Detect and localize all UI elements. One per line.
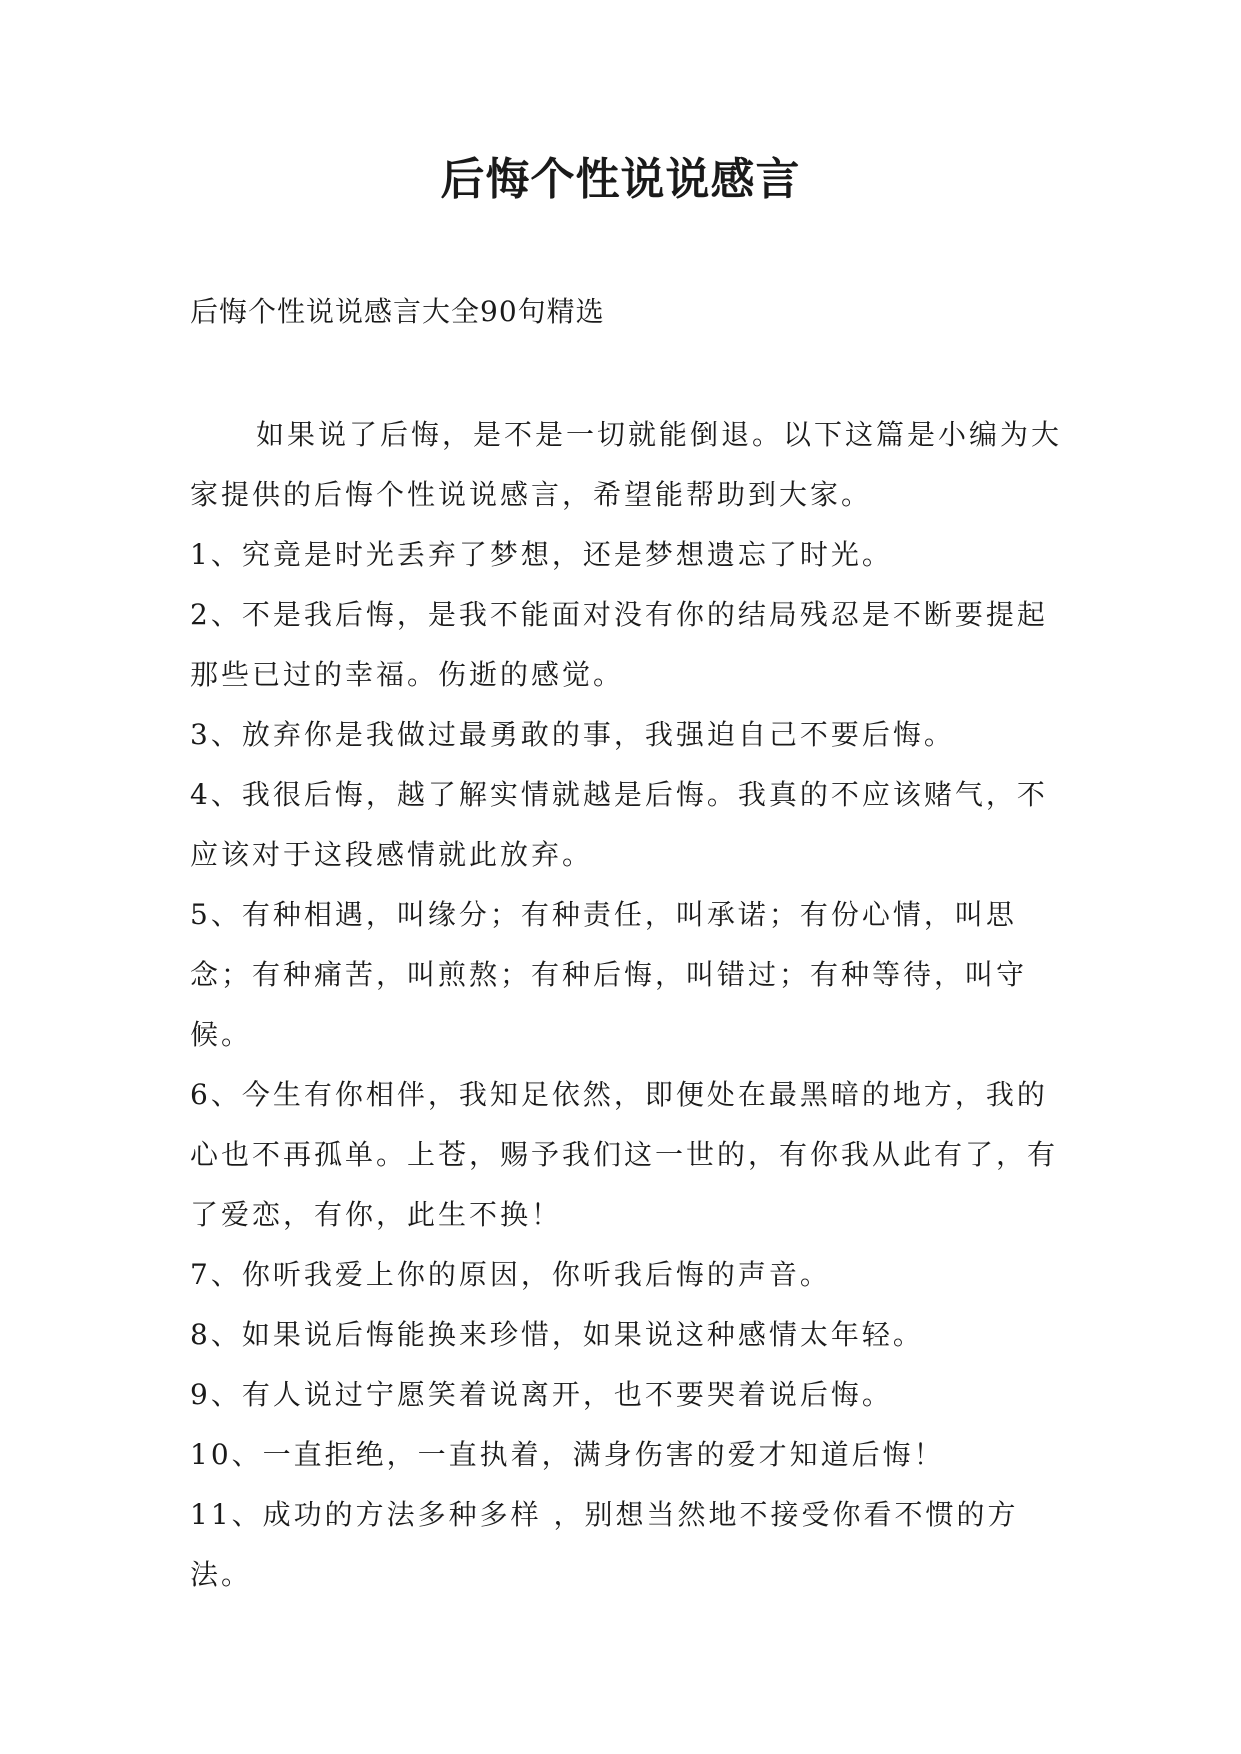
document-body — [190, 405, 1070, 1605]
list-item: 10、一直拒绝，一直执着，满身伤害的爱才知道后悔！ — [190, 1438, 945, 1471]
page-title: 后悔个性说说感言 — [440, 154, 801, 205]
list-item: 3、放弃你是我做过最勇敢的事，我强迫自己不要后悔。 — [190, 718, 955, 751]
list-item: 11、成功的方法多种多样 ，别想当然地不接受你看不惯的方法。 — [190, 1498, 1019, 1591]
intro-paragraph: 如果说了后悔，是不是一切就能倒退。以下这篇是小编为大家提供的后悔个性说说感言，希望能帮助到大家。 — [190, 418, 1063, 511]
list-item: 9、有人说过宁愿笑着说离开，也不要哭着说后悔。 — [190, 1378, 893, 1411]
list-item: 4、我很后悔，越了解实情就越是后悔。我真的不应该赌气，不应该对于这段感情就此放弃。 — [190, 778, 1048, 871]
list-item: 5、有种相遇，叫缘分；有种责任，叫承诺；有份心情，叫思念；有种痛苦，叫煎熬；有种后悔，叫错过；有种等待，叫守候。 — [190, 898, 1028, 1051]
list-item: 2、不是我后悔，是我不能面对没有你的结局残忍是不断要提起那些已过的幸福。伤逝的感觉。 — [190, 598, 1048, 691]
page-subtitle: 后悔个性说说感言大全90句精选 — [190, 295, 605, 328]
list-item: 6、今生有你相伴，我知足依然，即便处在最黑暗的地方，我的心也不再孤单。上苍，赐予我们这一世的，有你我从此有了，有了爱恋，有你，此生不换！ — [190, 1078, 1059, 1231]
list-item: 1、究竟是时光丢弃了梦想，还是梦想遗忘了时光。 — [190, 538, 893, 571]
list-item: 7、你听我爱上你的原因，你听我后悔的声音。 — [190, 1258, 831, 1291]
list-item: 8、如果说后悔能换来珍惜，如果说这种感情太年轻。 — [190, 1318, 924, 1351]
